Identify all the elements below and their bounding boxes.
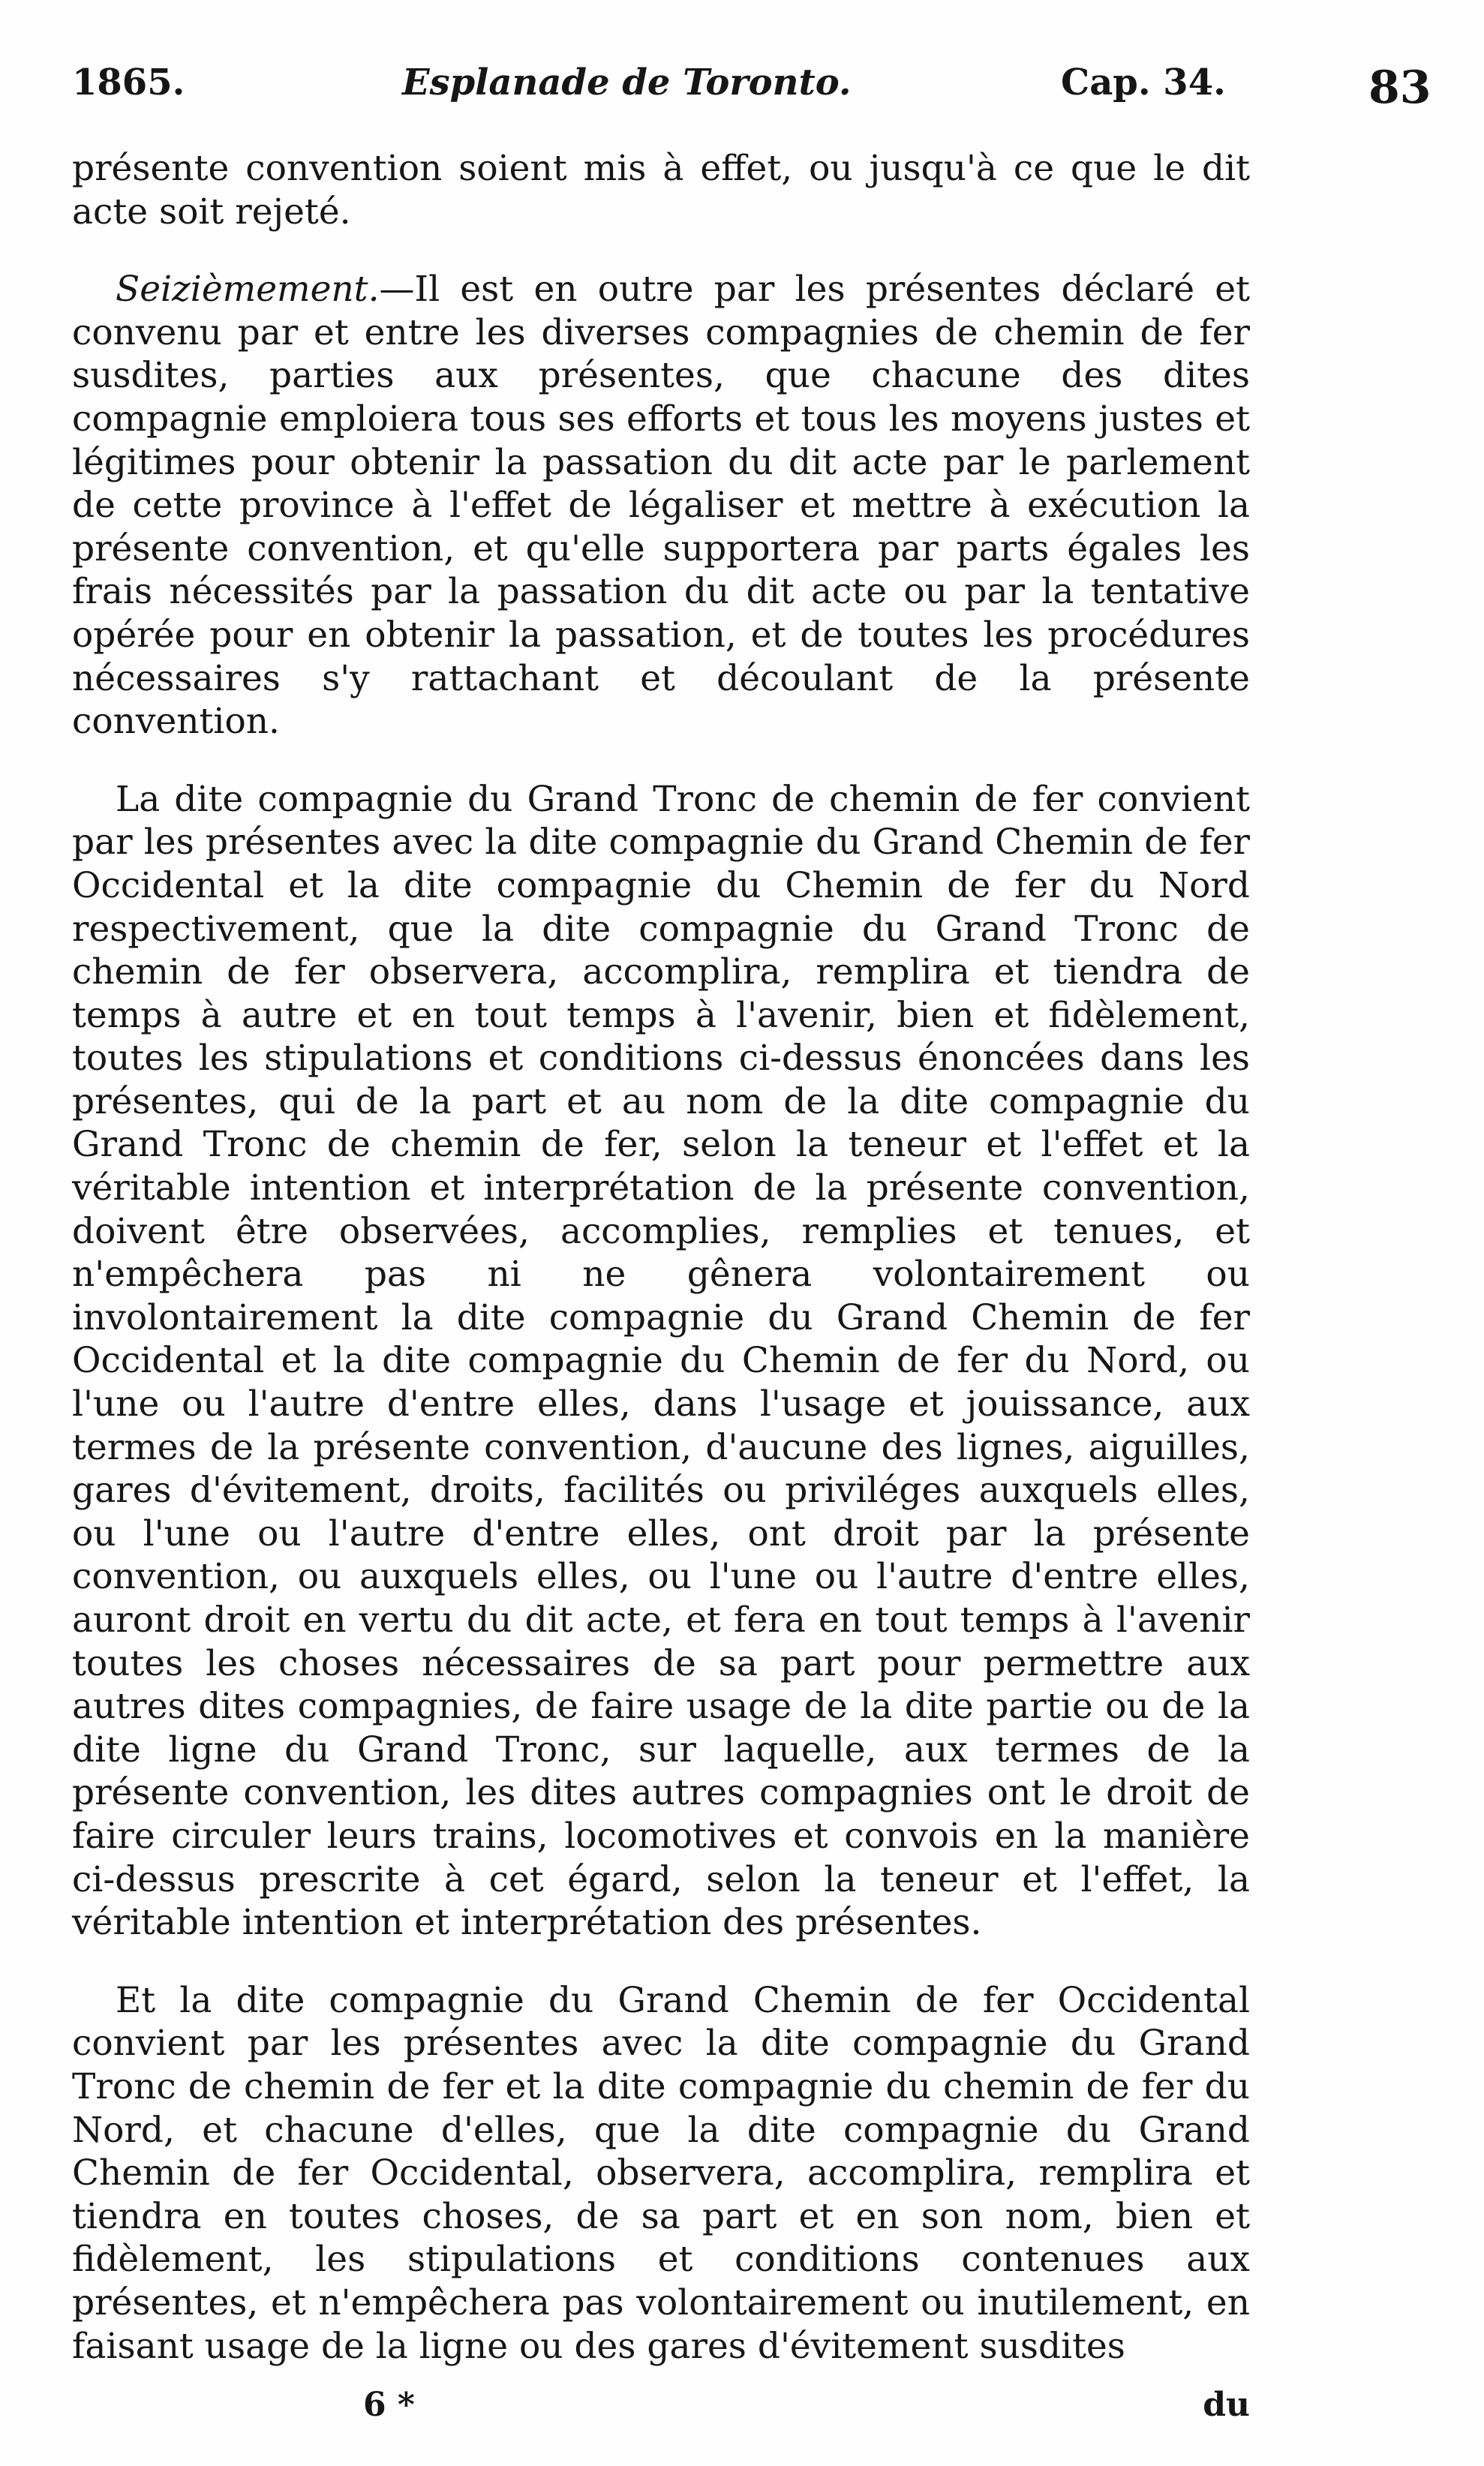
paragraph-grand-occidental <box>72 1979 1250 2368</box>
paragraph-grand-tronc <box>72 778 1250 1945</box>
paragraph-sixteenth-clause <box>72 268 1250 743</box>
page-footer <box>72 2386 1250 2438</box>
paragraph-continuation <box>72 147 1250 233</box>
paragraph-text: Et la dite compagnie du Grand Chemin de fer Occidental convient par les présentes avec la dite compagnie du Grand Tronc de chemin de fer et la dite compagnie du chemin de fer du Nord, et chacune d'elles, que la dite compagnie du Grand Chemin de fer Occidental, observera, accomplira, remplira et tiendra en toutes choses, de sa part et en son nom, bien et fidèlement, les stipulations et conditions contenues aux présentes, et n'empêchera pas volontairement ou inutilement, en faisant usage de la ligne ou des gares d'évitement susdites <box>72 1979 1250 2367</box>
paragraph-text: —Il est en outre par les présentes déclaré et convenu par et entre les diverses compagnies de chemin de fer susdites, parties aux présentes, que chacune des dites compagnie emploiera tous ses efforts et tous les moyens justes et légitimes pour obtenir la passation du dit acte par le parlement de cette province à l'effet de légaliser et mettre à exécution la présente convention, et qu'elle supportera par parts égales les frais nécessités par la passation du dit acte ou par la tentative opérée pour en obtenir la passation, et de toutes les procédures nécessaires s'y rattachant et découlant de la présente convention. <box>72 269 1250 743</box>
text-column <box>72 147 1250 2368</box>
paragraph-text: présente convention soient mis à effet, ou jusqu'à ce que le dit acte soit rejeté. <box>72 148 1250 233</box>
running-header <box>72 62 1437 122</box>
paragraph-text: La dite compagnie du Grand Tronc de chemin de fer convient par les présentes avec la dite compagnie du Grand Chemin de fer Occidental et la dite compagnie du Chemin de fer du Nord respectivement, que la dite compagnie du Grand Tronc de chemin de fer observera, accomplira, remplira et tiendra de temps à autre et en tout temps à l'avenir, bien et fidèlement, toutes les stipulations et conditions ci-dessus énoncées dans les présentes, qui de la part et au nom de la dite compagnie du Grand Tronc de chemin de fer, selon la teneur et l'effet et la véritable intention et interprétation de la présente convention, doivent être observées, accomplies, remplies et tenues, et n'empêchera pas ni ne gênera volontairement ou involontairement la dite compagnie du Grand Chemin de fer Occidental et la dite compagnie du Chemin de fer du Nord, ou l'une ou l'autre d'entre elles, dans l'usage et jouissance, aux termes de la présente convention, d'aucune des lignes, aiguilles, gares d'évitement, droits, facilités ou priviléges auxquels elles, ou l'une ou l'autre d'entre elles, ont droit par la présente convention, ou auxquels elles, ou l'une ou l'autre d'entre elles, auront droit en vertu du dit acte, et fera en tout temps à l'avenir toutes les choses nécessaires de sa part pour permettre aux autres dites compagnies, de faire usage de la dite partie ou de la dite ligne du Grand Tronc, sur laquelle, aux termes de la présente convention, les dites autres compagnies ont le droit de faire circuler leurs trains, locomotives et convois en la manière ci-dessus prescrite à cet égard, selon la teneur et l'effet, la véritable intention et interprétation des présentes. <box>72 778 1250 1944</box>
clause-heading: Seizièmement. <box>116 269 380 311</box>
header-title: Esplanade de Toronto. <box>402 62 852 104</box>
header-year: 1865. <box>72 62 185 104</box>
signature-mark: 6 * <box>363 2386 415 2424</box>
header-chapter: Cap. 34. <box>1061 62 1226 104</box>
catchword: du <box>1203 2386 1250 2424</box>
page-number: 83 <box>1368 62 1431 114</box>
